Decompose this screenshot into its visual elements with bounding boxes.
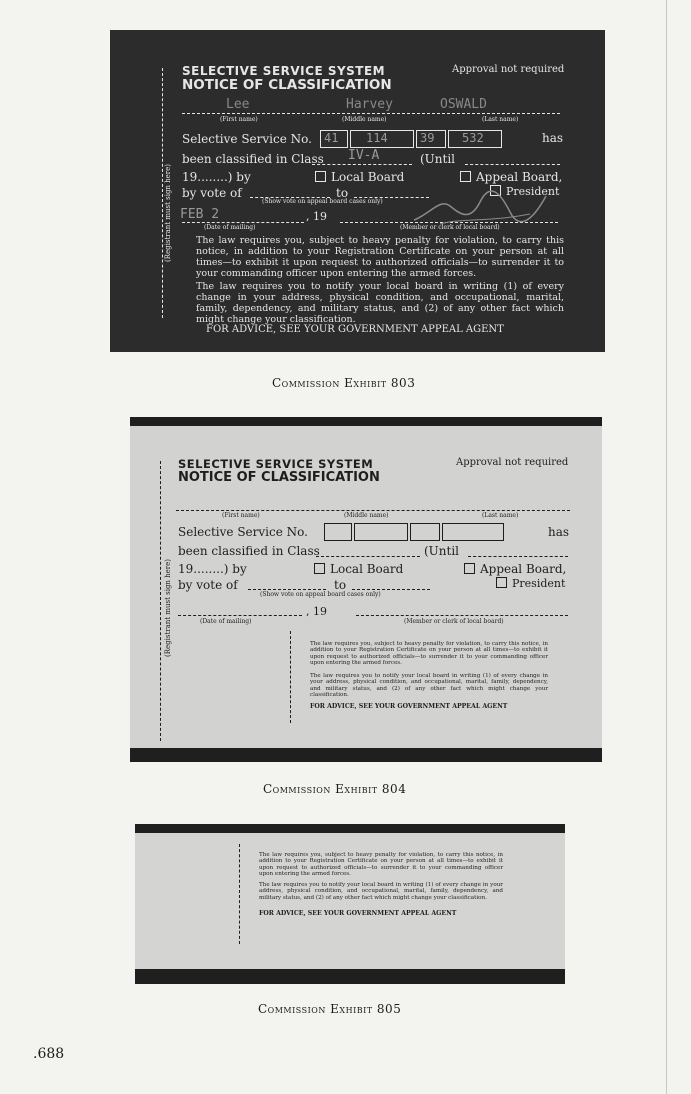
first-name-value: Lee <box>226 97 250 112</box>
middle-name-label: (Middle name) <box>344 512 389 519</box>
law-paragraph-2: The law requires you to notify your local board in writing (1) of every change in your address, physical condition, and occupational, marital, family, dependency, and military status, and (2) of any other fact which might change your classification. <box>310 673 548 699</box>
vote-of-label: by vote of <box>182 186 242 200</box>
advice-line: FOR ADVICE, SEE YOUR GOVERNMENT APPEAL AGENT <box>310 703 508 710</box>
page-edge <box>666 0 667 1094</box>
service-no-2: 114 <box>366 131 388 145</box>
law-paragraph-1: The law requires you, subject to heavy penalty for violation, to carry this notice, in addition to your Registration Certificate on your person at all times—to exhibit it upon request to authorized officials—to surrender it to your commanding officer upon entering the armed forces. <box>310 641 548 667</box>
local-board-checkbox <box>314 563 325 574</box>
last-name-label: (Last name) <box>482 512 519 519</box>
law-paragraph-1: The law requires you, subject to heavy penalty for violation, to carry this notice, in addition to your Registration Certificate on your person at all times—to exhibit it upon request to authorized officials—to surrender it to your commanding officer upon entering the armed forces. <box>196 235 564 279</box>
exhibit-804-caption: Commission Exhibit 804 <box>263 782 407 796</box>
show-vote-note: (Show vote on appeal board cases only) <box>260 591 381 598</box>
exhibit-803-card <box>110 30 605 352</box>
middle-name-label: (Middle name) <box>342 116 387 123</box>
local-board-checkbox <box>315 171 326 182</box>
member-clerk-label: (Member or clerk of local board) <box>400 224 500 231</box>
side-note: (Registrant must sign here) <box>164 163 172 262</box>
approval-note: Approval not required <box>456 457 569 468</box>
service-no-label: Selective Service No. <box>178 525 308 539</box>
law-paragraph-2: The law requires you to notify your local board in writing (1) of every change in your address, physical condition, and occupational, marital, family, dependency, and military status, and (2) of any other fact which might change your classification. <box>259 882 503 901</box>
appeal-board-checkbox <box>464 563 475 574</box>
notice-title: NOTICE OF CLASSIFICATION <box>178 470 380 485</box>
side-note: (Registrant must sign here) <box>164 558 172 657</box>
signature <box>410 188 550 228</box>
service-no-3: 39 <box>420 131 435 145</box>
exhibit-805-caption: Commission Exhibit 805 <box>258 1002 402 1016</box>
law-paragraph-1: The law requires you, subject to heavy penalty for violation, to carry this notice, in addition to your Registration Certificate on your person at all times—to exhibit it upon request to authorized officials—to surrender it to your commanding officer upon entering the armed forces. <box>259 852 503 878</box>
date-mailing-label: (Date of mailing) <box>204 224 256 231</box>
service-no-1: 41 <box>324 131 339 145</box>
has-text: has <box>542 131 564 145</box>
last-name-value: OSWALD <box>440 97 487 112</box>
member-clerk-label: (Member or clerk of local board) <box>404 618 504 625</box>
page-number: .688 <box>33 1046 65 1062</box>
has-text: has <box>548 525 570 539</box>
tear-line <box>162 68 163 318</box>
president-checkbox <box>496 577 507 588</box>
middle-name-value: Harvey <box>346 97 393 112</box>
last-name-label: (Last name) <box>482 116 519 123</box>
local-board-option: Local Board <box>315 170 404 184</box>
class-value: IV-A <box>348 148 380 163</box>
vote-of-label: by vote of <box>178 578 238 592</box>
first-name-label: (First name) <box>222 512 260 519</box>
to-label: to <box>334 578 347 592</box>
exhibit-803-caption: Commission Exhibit 803 <box>272 376 416 390</box>
mailing-date-value: FEB 2 <box>180 207 220 222</box>
year-19-label: , 19 <box>306 605 327 618</box>
service-no-label: Selective Service No. <box>182 132 312 146</box>
year-19-label: , 19 <box>306 210 327 223</box>
advice-line: FOR ADVICE, SEE YOUR GOVERNMENT APPEAL AGENT <box>206 324 504 335</box>
system-title: SELECTIVE SERVICE SYSTEM <box>178 457 374 471</box>
year-by-label: 19........) by <box>182 170 251 184</box>
advice-line: FOR ADVICE, SEE YOUR GOVERNMENT APPEAL AGENT <box>259 910 457 917</box>
appeal-board-option: Appeal Board, <box>460 170 562 184</box>
service-no-4: 532 <box>462 131 484 145</box>
show-vote-note: (Show vote on appeal board cases only) <box>262 198 383 205</box>
notice-title: NOTICE OF CLASSIFICATION <box>182 77 392 93</box>
president-option: President <box>496 577 565 590</box>
classified-label: been classified in Class <box>178 544 320 558</box>
first-name-label: (First name) <box>220 116 258 123</box>
exhibit-804-card <box>130 417 602 762</box>
date-mailing-label: (Date of mailing) <box>200 618 252 625</box>
until-label: (Until <box>420 152 456 166</box>
local-board-option: Local Board <box>314 562 403 576</box>
approval-note: Approval not required <box>452 64 565 75</box>
tear-line <box>160 461 161 741</box>
appeal-board-option: Appeal Board, <box>464 562 566 576</box>
president-option: President <box>490 185 559 198</box>
exhibit-805-card <box>135 824 565 984</box>
law-paragraph-2: The law requires you to notify your local board in writing (1) of every change in your address, physical condition, and occupational, marital, family, dependency, and military status, and (2) of any other fact which might change your classification. <box>196 281 564 325</box>
classified-label: been classified in Class <box>182 152 324 166</box>
system-title: SELECTIVE SERVICE SYSTEM <box>182 64 386 78</box>
to-label: to <box>336 186 349 200</box>
until-label: (Until <box>424 544 460 558</box>
appeal-board-checkbox <box>460 171 471 182</box>
year-by-label: 19........) by <box>178 562 247 576</box>
